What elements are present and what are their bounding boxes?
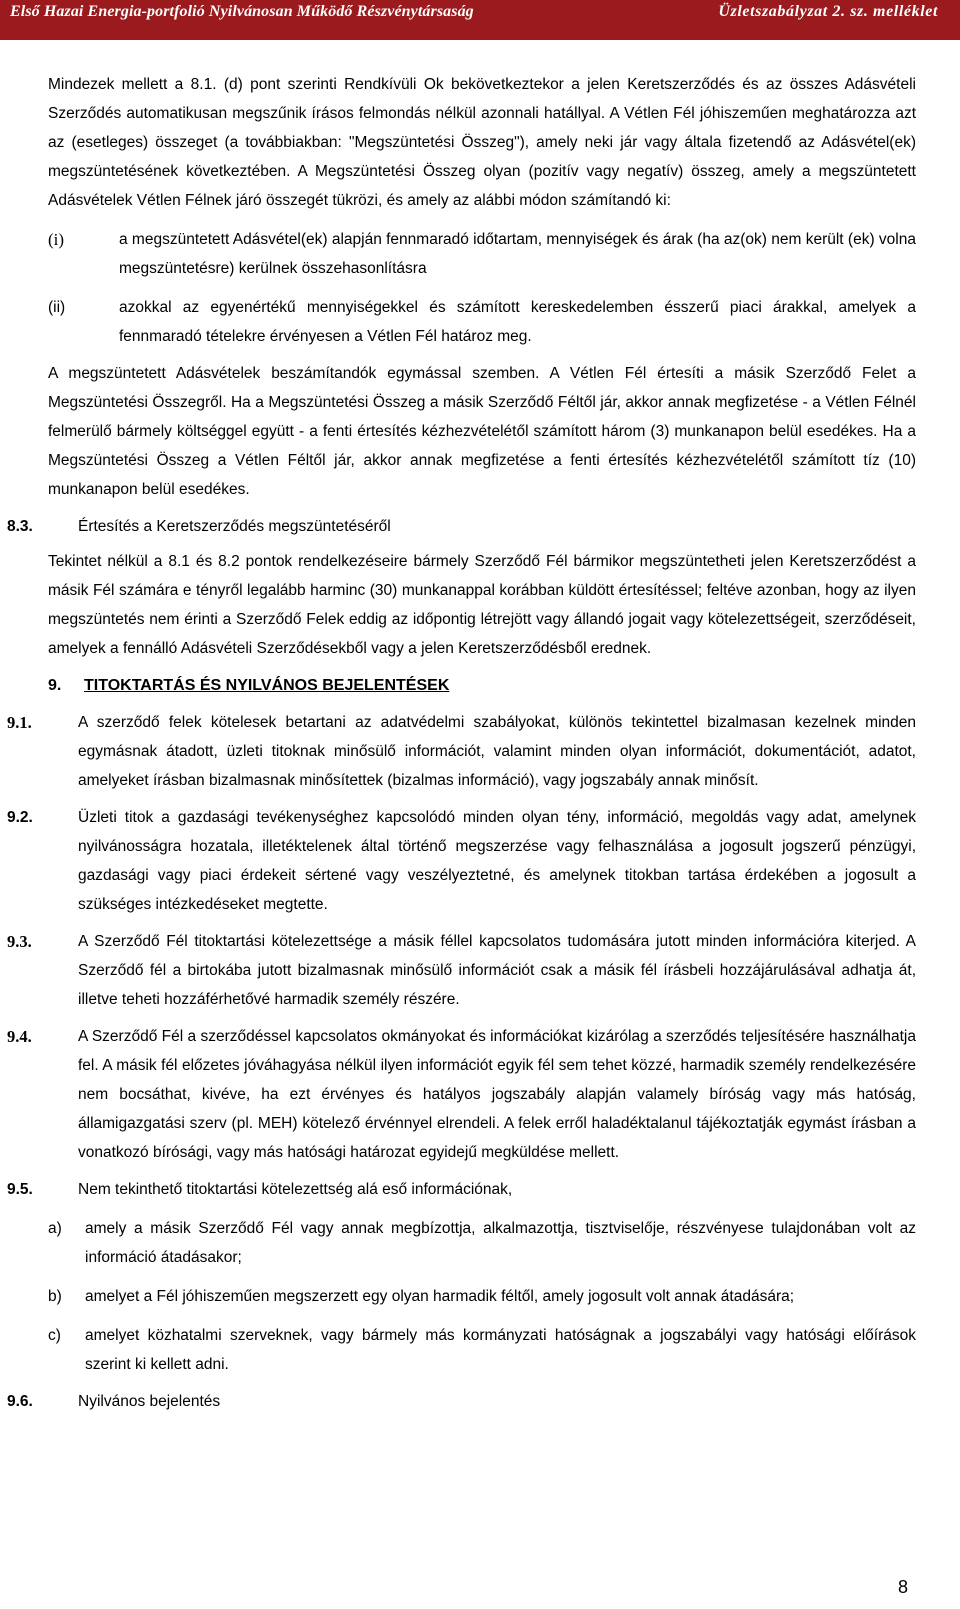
section-number: 9.6. [7,1393,33,1410]
header-company: Első Hazai Energia-portfolió Nyilvánosan Működő Részvénytársaság [10,3,474,20]
section-title: Értesítés a Keretszerződés megszüntetéséről [78,518,391,535]
subitem-label: (i) [48,230,65,249]
section-8-3 [7,512,916,541]
header-document: Üzletszabályzat 2. sz. melléklet [718,3,938,20]
list-item-b [48,1282,916,1311]
section-9-6 [7,1387,916,1416]
section-number: 9. [48,677,62,694]
section-text: A Szerződő Fél a szerződéssel kapcsolatos okmányokat és információkat kizárólag a szerződés teljesítésére használhatja fel. A másik fél előzetes jóváhagyása nélkül ilyen információt egyik fél sem tehet közzé, harmadik személy rendelkezésére nem bocsáthat, kivéve, ha ezt érvényes és hatályos jogszabály alapján valamely bíróság vagy más hatóság, államigazgatási szerv (pl. MEH) kötelező érvénnyel elrendeli. A felek erről haladéktalanul tájékoztatják egymást írásban a vonatkozó bírósági, vagy más hatósági határozat egyidejű megküldése mellett. [78,1028,916,1161]
subitem-text: a megszüntetett Adásvétel(ek) alapján fennmaradó időtartam, mennyiségek és árak (ha az(ok) nem került (ek) volna megszüntetésre) kerülnek összehasonlításra [119,231,916,277]
section-number: 9.1. [7,713,32,732]
section-text: Nem tekinthető titoktartási kötelezettség alá eső információnak, [78,1181,513,1198]
subitem-label: (ii) [48,299,66,316]
list-label: a) [48,1220,62,1237]
section-text: A Szerződő Fél titoktartási kötelezettsége a másik féllel kapcsolatos tudomására jutott minden információra kiterjed. A Szerződő fél a birtokába jutott bizalmasnak minősülő információt csak a másik fél írásbeli hozzájárulásával adhatja át, illetve teheti hozzáférhetővé harmadik személy részére. [78,933,916,1008]
section-9-3 [7,927,916,1014]
section-text: Üzleti titok a gazdasági tevékenységhez kapcsolódó minden olyan tény, információ, megoldás vagy adat, amelynek nyilvánosságra hozatala, illetéktelenek által történő megszerzése vagy felhasználása a jogosult jogszerű pénzügyi, gazdasági vagy piaci érdekeit sértené vagy veszélyeztetné, és amelynek titokban tartása érdekében a jogosult a szükséges intézkedéseket megtette. [78,809,916,913]
subitem-ii [48,293,916,351]
list-label: b) [48,1288,62,1305]
section-number: 9.2. [7,809,33,826]
section-number: 9.4. [7,1027,32,1046]
list-text: amelyet a Fél jóhiszeműen megszerzett egy olyan harmadik féltől, amely jogosult volt annak átadására; [85,1288,795,1305]
paragraph-after: A megszüntetett Adásvételek beszámítandók egymással szemben. A Vétlen Fél értesíti a másik Szerződő Felet a Megszüntetési Összegről. Ha a Megszüntetési Összeg a másik Szerződő Féltől jár, akkor annak megfizetése - a Vétlen Félnél felmerülő bármely költséggel együtt - a fenti értesítés kézhezvételétől számított három (3) munkanapon belül esedékes. Ha a Megszüntetési Összeg a Vétlen Féltől jár, akkor annak megfizetése a fenti értesítés kézhezvételétől számított tíz (10) munkanapon belül esedékes. [48,365,916,498]
subitem-i [48,225,916,283]
list-text: amelyet közhatalmi szerveknek, vagy bármely más kormányzati hatóságnak a jogszabályi vagy hatósági előírások szerint ki kellett adni. [85,1327,916,1373]
section-text: A szerződő felek kötelesek betartani az adatvédelmi szabályokat, különös tekintettel bizalmasan kezelnek minden egymásnak átadott, üzleti titoknak minősülő információt, valamint minden olyan információt, dokumentációt, adatot, amelyeket írásban bizalmasnak minősítettek (bizalmas információ), vagy jogszabály annak minősít. [78,714,916,789]
paragraph-intro: Mindezek mellett a 8.1. (d) pont szerinti Rendkívüli Ok bekövetkeztekor a jelen Keretszerződés és az összes Adásvételi Szerződés automatikusan megszűnik írásos felmondás nélkül azonnali hatállyal. A Vétlen Fél jóhiszeműen meghatározza azt az (esetleges) összeget (a továbbiakban: "Megszüntetési Összeg"), amely neki jár vagy általa fizetendő az Adásvétel(ek) megszüntetésének következtében. A Megszüntetési Összeg olyan (pozitív vagy negatív) összeg, amely a megszüntetett Adásvételek Vétlen Félnek járó összegét tükrözi, és amely az alábbi módon számítandó ki: [48,76,916,209]
section-title: TITOKTARTÁS ÉS NYILVÁNOS BEJELENTÉSEK [84,677,450,694]
section-9-heading [48,671,916,700]
section-number: 9.5. [7,1181,33,1198]
section-9-1 [7,708,916,795]
section-text: Nyilvános bejelentés [78,1393,221,1410]
list-label: c) [48,1327,61,1344]
section-8-3-text: Tekintet nélkül a 8.1 és 8.2 pontok rendelkezéseire bármely Szerződő Fél bármikor megszüntetheti jelen Keretszerződést a másik Fél számára e tényről legalább harminc (30) munkanappal korábban küldött értesítéssel; feltéve azonban, hogy az ilyen megszüntetés nem érinti a Szerződő Felek eddig az időpontig létrejött vagy állandó jogait vagy kötelezettségeit, szerződéseit, amelyek a fennálló Adásvételi Szerződésekből vagy a jelen Keretszerződésből erednek. [48,553,916,657]
section-number: 9.3. [7,932,32,951]
section-9-5 [7,1175,916,1204]
document-body [7,70,916,1416]
section-9-2 [7,803,916,919]
subitem-text: azokkal az egyenértékű mennyiségekkel és számított kereskedelemben ésszerű piaci árakkal, amelyek a fennmaradó tételekre érvényesen a Vétlen Fél határoz meg. [119,299,916,345]
page-header [0,0,960,40]
list-text: amely a másik Szerződő Fél vagy annak megbízottja, alkalmazottja, tisztviselője, részvényese tulajdonában volt az információ átadásakor; [85,1220,916,1266]
section-number: 8.3. [7,518,33,535]
list-item-a [48,1214,916,1272]
list-item-c [48,1321,916,1379]
section-9-4 [7,1022,916,1167]
page-number: 8 [898,1577,909,1597]
